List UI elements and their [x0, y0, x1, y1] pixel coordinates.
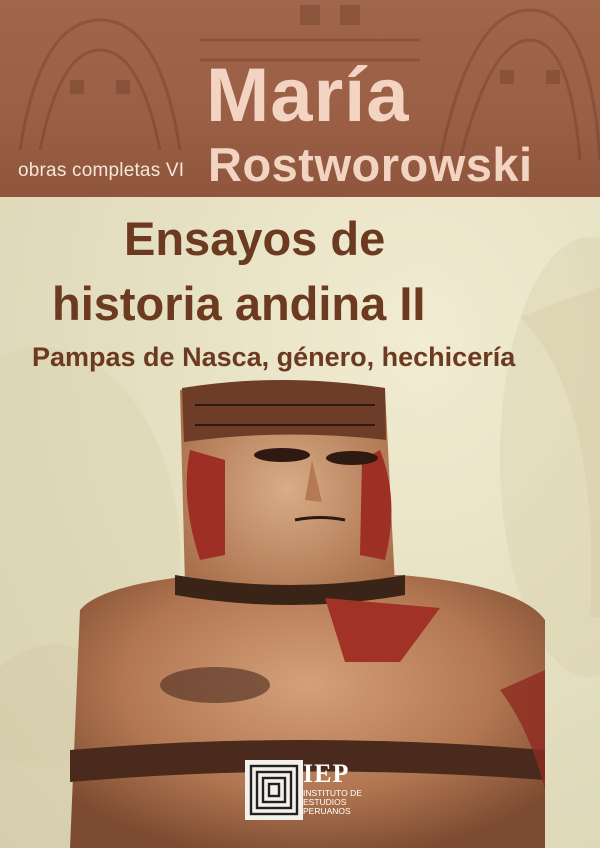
series-label: obras completas VI: [18, 160, 185, 181]
publisher-acronym: IEP: [303, 759, 350, 788]
book-title-line-1: Ensayos de: [124, 212, 386, 265]
author-first-name: María: [206, 53, 410, 138]
publisher-name-line-3: PERUANOS: [303, 806, 351, 816]
publisher-name-line-1: INSTITUTO DE: [303, 788, 362, 798]
book-subtitle: Pampas de Nasca, género, hechicería: [32, 342, 516, 372]
author-last-name: Rostworowski: [208, 138, 533, 191]
top-header-band: [0, 0, 600, 197]
maze-icon: [247, 762, 301, 818]
publisher-name-line-2: ESTUDIOS: [303, 797, 347, 807]
book-title-line-2: historia andina II: [52, 277, 426, 330]
publisher-logo-mark: [245, 760, 303, 820]
publisher-logo: [245, 760, 385, 820]
publisher-name: [303, 789, 362, 816]
